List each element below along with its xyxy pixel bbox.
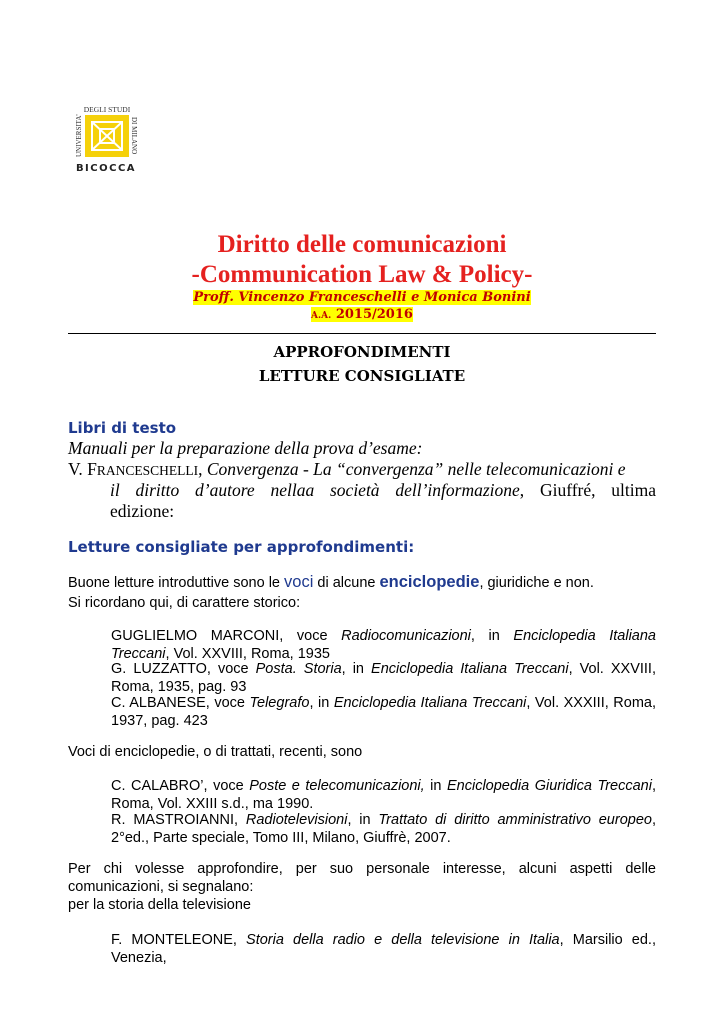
reference-marconi: GUGLIELMO MARCONI, voce Radiocomunicazioni, in Enciclopedia Italiana Treccani, Vol. XXVIII, Roma, 1935 <box>111 628 656 662</box>
heading-approfondimenti: APPROFONDIMENTI <box>273 343 451 361</box>
university-logo <box>70 103 142 175</box>
recent-intro: Voci di enciclopedie, o di trattati, recenti, sono <box>68 744 363 760</box>
franceschelli-ref-line2: il diritto d’autore nellaa società dell’informazione, Giuffré, ultima <box>110 480 657 500</box>
intro-line1: Buone letture introduttive sono le voci di alcune enciclopedie, giuridiche e non. <box>68 573 594 591</box>
logo-right-text: DI MILANO <box>130 117 138 155</box>
further-reading-paragraph: Per chi volesse approfondire, per suo personale interesse, alcuni aspetti delle comunicazioni, si segnalano: per la storia della televisione <box>68 861 656 913</box>
section-readings-title: Letture consigliate per approfondimenti: <box>68 538 415 556</box>
franceschelli-ref-line1: V. FRANCESCHELLI, Convergenza - La “convergenza” nelle telecomunicazioni e <box>68 459 626 479</box>
logo-left-text: UNIVERSITA' <box>75 114 83 157</box>
manuals-intro: Manuali per la preparazione della prova d’esame: <box>68 438 423 458</box>
academic-year <box>0 306 724 325</box>
heading-letture-consigliate: LETTURE CONSIGLIATE <box>258 367 466 385</box>
bicocca-logo-icon <box>70 103 142 175</box>
reference-mastroianni: R. MASTROIANNI, Radiotelevisioni, in Trattato di diritto amministrativo europeo, 2°ed., Parte speciale, Tomo III, Milano, Giuffrè, 2007. <box>111 812 656 846</box>
professors-line <box>0 289 724 306</box>
section-textbooks-title: Libri di testo <box>68 419 177 437</box>
horizontal-rule <box>68 333 656 334</box>
reference-luzzatto: G. LUZZATTO, voce Posta. Storia, in Enciclopedia Italiana Treccani, Vol. XXVIII, Roma, 1935, pag. 93 <box>111 661 656 695</box>
franceschelli-ref-line3: edizione: <box>110 501 175 521</box>
academic-year-value: 2015/2016 <box>335 307 413 322</box>
course-title: Diritto delle comunicazioni <box>217 231 507 258</box>
reference-monteleone: F. MONTELEONE, Storia della radio e della televisione in Italia, Marsilio ed., Venezia, <box>111 932 656 966</box>
professors-text: Proff. Vincenzo Franceschelli e Monica Bonini <box>193 290 531 305</box>
academic-year-prefix: A.A. <box>311 311 332 321</box>
logo-bottom-text: BICOCCA <box>75 163 137 174</box>
reference-calabro: C. CALABRO’, voce Poste e telecomunicazioni, in Enciclopedia Giuridica Treccani, Roma, Vol. XXIII s.d., ma 1990. <box>111 778 656 812</box>
course-subtitle: -Communication Law & Policy- <box>191 261 533 288</box>
intro-line2: Si ricordano qui, di carattere storico: <box>68 595 301 611</box>
reference-albanese: C. ALBANESE, voce Telegrafo, in Enciclopedia Italiana Treccani, Vol. XXXIII, Roma, 1937, pag. 423 <box>111 695 657 729</box>
logo-top-text: DEGLI STUDI <box>83 105 131 114</box>
